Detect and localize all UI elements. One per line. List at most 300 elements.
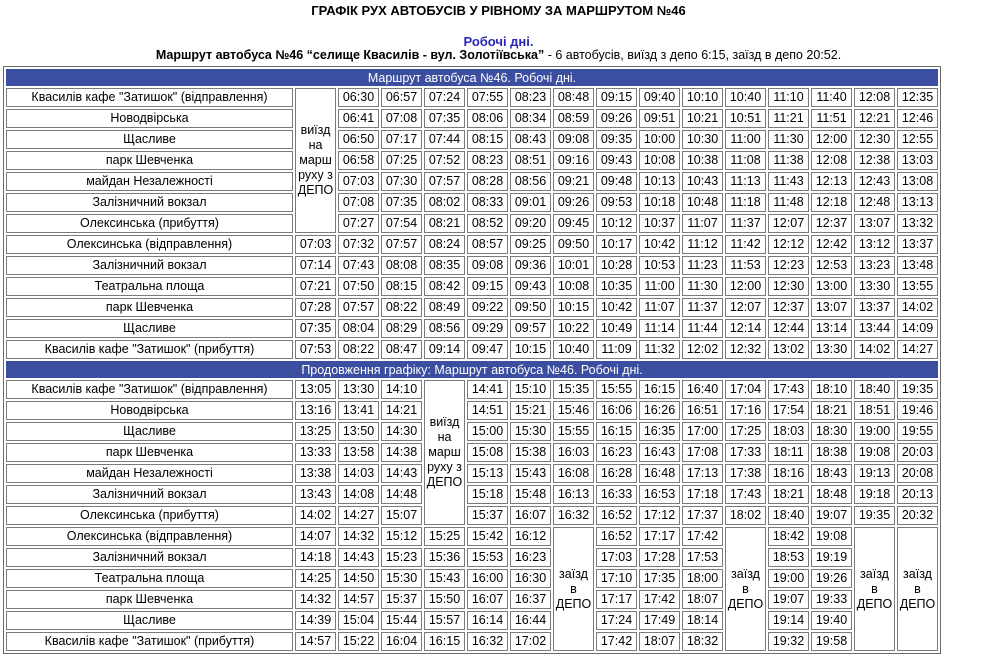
time-cell: 10:15 xyxy=(510,340,551,359)
time-cell: 14:27 xyxy=(897,340,938,359)
time-cell: 17:08 xyxy=(682,443,723,462)
time-cell: 19:35 xyxy=(897,380,938,399)
time-cell: 10:18 xyxy=(639,193,680,212)
time-cell: 11:07 xyxy=(639,298,680,317)
time-cell: 09:16 xyxy=(553,151,594,170)
table-row xyxy=(6,401,938,420)
table-row xyxy=(6,611,938,630)
table-row xyxy=(6,172,938,191)
time-cell: 14:48 xyxy=(381,485,422,504)
time-cell: 20:08 xyxy=(897,464,938,483)
time-cell: 16:53 xyxy=(639,485,680,504)
time-cell: 12:13 xyxy=(811,172,852,191)
time-cell: 10:01 xyxy=(553,256,594,275)
time-cell: 15:10 xyxy=(510,380,551,399)
time-cell: 07:54 xyxy=(381,214,422,233)
time-cell: 15:37 xyxy=(381,590,422,609)
time-cell: 13:37 xyxy=(854,298,895,317)
time-cell: 15:55 xyxy=(553,422,594,441)
time-cell: 10:21 xyxy=(682,109,723,128)
time-cell: 10:10 xyxy=(682,88,723,107)
time-cell: 09:47 xyxy=(467,340,508,359)
time-cell: 13:03 xyxy=(897,151,938,170)
time-cell: 09:43 xyxy=(510,277,551,296)
time-cell: 14:18 xyxy=(295,548,336,567)
time-cell: 18:51 xyxy=(854,401,895,420)
time-cell: 15:23 xyxy=(381,548,422,567)
time-cell: 17:54 xyxy=(768,401,809,420)
time-cell: 07:14 xyxy=(295,256,336,275)
stop-name: Театральна площа xyxy=(6,277,293,296)
stop-name: Олексинська (відправлення) xyxy=(6,235,293,254)
table-row xyxy=(6,590,938,609)
time-cell: 14:08 xyxy=(338,485,379,504)
time-cell: 16:00 xyxy=(467,569,508,588)
time-cell: 07:24 xyxy=(424,88,465,107)
time-cell: 10:42 xyxy=(639,235,680,254)
time-cell: 09:26 xyxy=(596,109,637,128)
table-row xyxy=(6,151,938,170)
table-row xyxy=(6,130,938,149)
time-cell: 09:50 xyxy=(510,298,551,317)
time-cell: 16:06 xyxy=(596,401,637,420)
time-cell: 11:37 xyxy=(682,298,723,317)
time-cell: 08:33 xyxy=(467,193,508,212)
time-cell: 09:53 xyxy=(596,193,637,212)
time-cell: 15:53 xyxy=(467,548,508,567)
time-cell: 14:07 xyxy=(295,527,336,546)
time-cell: 13:05 xyxy=(295,380,336,399)
table-row xyxy=(6,443,938,462)
time-cell: 14:43 xyxy=(381,464,422,483)
time-cell: 08:34 xyxy=(510,109,551,128)
time-cell: 12:42 xyxy=(811,235,852,254)
time-cell: 10:37 xyxy=(639,214,680,233)
time-cell: 17:25 xyxy=(725,422,766,441)
time-cell: 18:02 xyxy=(725,506,766,525)
time-cell: 14:39 xyxy=(295,611,336,630)
time-cell: 08:52 xyxy=(467,214,508,233)
time-cell: 15:37 xyxy=(467,506,508,525)
time-cell: 11:40 xyxy=(811,88,852,107)
time-cell: 19:35 xyxy=(854,506,895,525)
stop-name: парк Шевченка xyxy=(6,298,293,317)
time-cell: 12:48 xyxy=(854,193,895,212)
time-cell: 13:37 xyxy=(897,235,938,254)
time-cell: 08:15 xyxy=(381,277,422,296)
table-row xyxy=(6,548,938,567)
time-cell: 13:02 xyxy=(768,340,809,359)
time-cell: 17:43 xyxy=(768,380,809,399)
time-cell: 15:48 xyxy=(510,485,551,504)
time-cell: 09:08 xyxy=(467,256,508,275)
time-cell: 15:07 xyxy=(381,506,422,525)
time-cell: 17:12 xyxy=(639,506,680,525)
time-cell: 17:28 xyxy=(639,548,680,567)
time-cell: 11:23 xyxy=(682,256,723,275)
time-cell: 15:25 xyxy=(424,527,465,546)
time-cell: 08:23 xyxy=(510,88,551,107)
time-cell: 15:57 xyxy=(424,611,465,630)
time-cell: 19:19 xyxy=(811,548,852,567)
time-cell: 16:37 xyxy=(510,590,551,609)
time-cell: 16:35 xyxy=(639,422,680,441)
time-cell: 16:40 xyxy=(682,380,723,399)
time-cell: 13:30 xyxy=(338,380,379,399)
section-header-row xyxy=(6,69,938,86)
time-cell: 14:43 xyxy=(338,548,379,567)
time-cell: 18:40 xyxy=(768,506,809,525)
time-cell: 12:12 xyxy=(768,235,809,254)
time-cell: 12:30 xyxy=(768,277,809,296)
time-cell: 16:52 xyxy=(596,527,637,546)
time-cell: 18:16 xyxy=(768,464,809,483)
time-cell: 14:41 xyxy=(467,380,508,399)
time-cell: 18:30 xyxy=(811,422,852,441)
time-cell: 12:30 xyxy=(854,130,895,149)
time-cell: 15:08 xyxy=(467,443,508,462)
time-cell: 17:42 xyxy=(682,527,723,546)
time-cell: 10:40 xyxy=(725,88,766,107)
table-row xyxy=(6,256,938,275)
time-cell: 09:50 xyxy=(553,235,594,254)
time-cell: 17:17 xyxy=(596,590,637,609)
time-cell: 09:08 xyxy=(553,130,594,149)
time-cell: 11:12 xyxy=(682,235,723,254)
time-cell: 17:17 xyxy=(639,527,680,546)
time-cell: 16:08 xyxy=(553,464,594,483)
time-cell: 11:44 xyxy=(682,319,723,338)
time-cell: 19:08 xyxy=(811,527,852,546)
time-cell: 19:00 xyxy=(854,422,895,441)
stop-name: Щасливе xyxy=(6,319,293,338)
time-cell: 14:57 xyxy=(295,632,336,651)
time-cell: 18:42 xyxy=(768,527,809,546)
time-cell: 18:48 xyxy=(811,485,852,504)
time-cell: 12:44 xyxy=(768,319,809,338)
time-cell: 09:01 xyxy=(510,193,551,212)
time-cell: 20:13 xyxy=(897,485,938,504)
time-cell: 08:24 xyxy=(424,235,465,254)
stop-name: Залізничний вокзал xyxy=(6,256,293,275)
time-cell: 09:40 xyxy=(639,88,680,107)
time-cell: 15:46 xyxy=(553,401,594,420)
time-cell: 10:30 xyxy=(682,130,723,149)
time-cell: 07:32 xyxy=(338,235,379,254)
stop-name: Залізничний вокзал xyxy=(6,485,293,504)
time-cell: 11:38 xyxy=(768,151,809,170)
time-cell: 10:38 xyxy=(682,151,723,170)
time-cell: 11:43 xyxy=(768,172,809,191)
stop-name: парк Шевченка xyxy=(6,443,293,462)
time-cell: 08:59 xyxy=(553,109,594,128)
time-cell: 07:03 xyxy=(338,172,379,191)
stop-name: Залізничний вокзал xyxy=(6,548,293,567)
table-row xyxy=(6,340,938,359)
time-cell: 15:43 xyxy=(424,569,465,588)
time-cell: 12:08 xyxy=(811,151,852,170)
stop-name: Щасливе xyxy=(6,130,293,149)
time-cell: 16:15 xyxy=(596,422,637,441)
time-cell: 12:32 xyxy=(725,340,766,359)
time-cell: 13:41 xyxy=(338,401,379,420)
table-row xyxy=(6,109,938,128)
table-row xyxy=(6,277,938,296)
time-cell: 10:28 xyxy=(596,256,637,275)
time-cell: 14:03 xyxy=(338,464,379,483)
time-cell: 16:32 xyxy=(553,506,594,525)
time-cell: 06:41 xyxy=(338,109,379,128)
time-cell: 18:21 xyxy=(768,485,809,504)
time-cell: 10:08 xyxy=(639,151,680,170)
time-cell: 15:00 xyxy=(467,422,508,441)
stop-name: Щасливе xyxy=(6,611,293,630)
time-cell: 14:32 xyxy=(295,590,336,609)
time-cell: 16:52 xyxy=(596,506,637,525)
time-cell: 18:38 xyxy=(811,443,852,462)
time-cell: 16:15 xyxy=(639,380,680,399)
time-cell: 16:14 xyxy=(467,611,508,630)
time-cell: 06:30 xyxy=(338,88,379,107)
time-cell: 12:37 xyxy=(768,298,809,317)
time-cell: 16:03 xyxy=(553,443,594,462)
time-cell: 20:32 xyxy=(897,506,938,525)
time-cell: 14:27 xyxy=(338,506,379,525)
time-cell: 13:33 xyxy=(295,443,336,462)
stop-name: Квасилів кафе "Затишок" (прибуття) xyxy=(6,632,293,651)
time-cell: 15:35 xyxy=(553,380,594,399)
time-cell: 07:57 xyxy=(381,235,422,254)
stop-name: Квасилів кафе "Затишок" (прибуття) xyxy=(6,340,293,359)
time-cell: 13:12 xyxy=(854,235,895,254)
time-cell: 13:30 xyxy=(811,340,852,359)
time-cell: 18:11 xyxy=(768,443,809,462)
time-cell: 16:28 xyxy=(596,464,637,483)
time-cell: 13:00 xyxy=(811,277,852,296)
time-cell: 18:53 xyxy=(768,548,809,567)
stop-name: Новодвірська xyxy=(6,109,293,128)
time-cell: 10:51 xyxy=(725,109,766,128)
stop-name: Щасливе xyxy=(6,422,293,441)
time-cell: 16:15 xyxy=(424,632,465,651)
time-cell: 07:50 xyxy=(338,277,379,296)
time-cell: 06:58 xyxy=(338,151,379,170)
time-cell: 12:46 xyxy=(897,109,938,128)
time-cell: 17:42 xyxy=(639,590,680,609)
time-cell: 13:50 xyxy=(338,422,379,441)
time-cell: 15:18 xyxy=(467,485,508,504)
time-cell: 19:46 xyxy=(897,401,938,420)
table-row xyxy=(6,569,938,588)
time-cell: 10:42 xyxy=(596,298,637,317)
time-cell: 19:33 xyxy=(811,590,852,609)
time-cell: 11:21 xyxy=(768,109,809,128)
time-cell: 08:56 xyxy=(424,319,465,338)
time-cell: 15:50 xyxy=(424,590,465,609)
time-cell: 10:08 xyxy=(553,277,594,296)
section-header-row xyxy=(6,361,938,378)
time-cell: 17:03 xyxy=(596,548,637,567)
time-cell: 12:43 xyxy=(854,172,895,191)
time-cell: 12:07 xyxy=(768,214,809,233)
table-row xyxy=(6,235,938,254)
time-cell: 10:35 xyxy=(596,277,637,296)
time-cell: 15:21 xyxy=(510,401,551,420)
time-cell: 14:21 xyxy=(381,401,422,420)
table-row xyxy=(6,506,938,525)
table-row xyxy=(6,319,938,338)
table-row xyxy=(6,422,938,441)
time-cell: 07:55 xyxy=(467,88,508,107)
time-cell: 08:35 xyxy=(424,256,465,275)
time-cell: 17:35 xyxy=(639,569,680,588)
depot-departure-cell: виїзд на марш руху з ДЕПО xyxy=(295,88,336,233)
stop-name: Олексинська (прибуття) xyxy=(6,214,293,233)
time-cell: 10:53 xyxy=(639,256,680,275)
time-cell: 13:44 xyxy=(854,319,895,338)
time-cell: 13:07 xyxy=(811,298,852,317)
time-cell: 07:52 xyxy=(424,151,465,170)
time-cell: 07:08 xyxy=(381,109,422,128)
time-cell: 08:06 xyxy=(467,109,508,128)
time-cell: 11:13 xyxy=(725,172,766,191)
time-cell: 11:37 xyxy=(725,214,766,233)
time-cell: 06:50 xyxy=(338,130,379,149)
time-cell: 16:32 xyxy=(467,632,508,651)
time-cell: 08:48 xyxy=(553,88,594,107)
route-details: - 6 автобусів, виїзд з депо 6:15, заїзд в депо 20:52. xyxy=(544,48,842,62)
time-cell: 11:10 xyxy=(768,88,809,107)
time-cell: 11:30 xyxy=(768,130,809,149)
time-cell: 07:35 xyxy=(295,319,336,338)
time-cell: 11:18 xyxy=(725,193,766,212)
depot-return-cell: заїзд в ДЕПО xyxy=(553,527,594,651)
stop-name: Квасилів кафе "Затишок" (відправлення) xyxy=(6,380,293,399)
time-cell: 17:13 xyxy=(682,464,723,483)
time-cell: 09:36 xyxy=(510,256,551,275)
depot-departure-cell: виїзд на марш руху з ДЕПО xyxy=(424,380,465,525)
time-cell: 07:57 xyxy=(424,172,465,191)
time-cell: 17:37 xyxy=(682,506,723,525)
table-row xyxy=(6,632,938,651)
time-cell: 16:48 xyxy=(639,464,680,483)
time-cell: 15:42 xyxy=(467,527,508,546)
time-cell: 11:14 xyxy=(639,319,680,338)
table-row xyxy=(6,464,938,483)
time-cell: 07:35 xyxy=(424,109,465,128)
time-cell: 18:07 xyxy=(639,632,680,651)
table-row xyxy=(6,193,938,212)
time-cell: 12:00 xyxy=(811,130,852,149)
time-cell: 10:22 xyxy=(553,319,594,338)
time-cell: 12:55 xyxy=(897,130,938,149)
time-cell: 18:32 xyxy=(682,632,723,651)
time-cell: 13:16 xyxy=(295,401,336,420)
time-cell: 17:24 xyxy=(596,611,637,630)
time-cell: 16:13 xyxy=(553,485,594,504)
time-cell: 11:32 xyxy=(639,340,680,359)
time-cell: 17:38 xyxy=(725,464,766,483)
time-cell: 17:16 xyxy=(725,401,766,420)
time-cell: 19:07 xyxy=(768,590,809,609)
time-cell: 16:33 xyxy=(596,485,637,504)
time-cell: 10:15 xyxy=(553,298,594,317)
time-cell: 13:08 xyxy=(897,172,938,191)
time-cell: 19:18 xyxy=(854,485,895,504)
time-cell: 15:04 xyxy=(338,611,379,630)
time-cell: 14:25 xyxy=(295,569,336,588)
time-cell: 17:42 xyxy=(596,632,637,651)
time-cell: 09:57 xyxy=(510,319,551,338)
time-cell: 08:28 xyxy=(467,172,508,191)
schedule-table xyxy=(3,66,941,654)
stop-name: парк Шевченка xyxy=(6,151,293,170)
time-cell: 11:30 xyxy=(682,277,723,296)
time-cell: 07:27 xyxy=(338,214,379,233)
time-cell: 09:51 xyxy=(639,109,680,128)
time-cell: 13:38 xyxy=(295,464,336,483)
time-cell: 15:30 xyxy=(381,569,422,588)
table-row xyxy=(6,88,938,107)
table-row xyxy=(6,527,938,546)
time-cell: 11:08 xyxy=(725,151,766,170)
time-cell: 18:03 xyxy=(768,422,809,441)
time-cell: 15:43 xyxy=(510,464,551,483)
time-cell: 11:51 xyxy=(811,109,852,128)
time-cell: 09:21 xyxy=(553,172,594,191)
time-cell: 10:00 xyxy=(639,130,680,149)
time-cell: 12:02 xyxy=(682,340,723,359)
time-cell: 17:02 xyxy=(510,632,551,651)
time-cell: 16:07 xyxy=(510,506,551,525)
time-cell: 12:07 xyxy=(725,298,766,317)
time-cell: 09:14 xyxy=(424,340,465,359)
time-cell: 12:53 xyxy=(811,256,852,275)
table-row xyxy=(6,380,938,399)
time-cell: 19:08 xyxy=(854,443,895,462)
time-cell: 09:43 xyxy=(596,151,637,170)
time-cell: 13:48 xyxy=(897,256,938,275)
time-cell: 09:26 xyxy=(553,193,594,212)
table-row xyxy=(6,298,938,317)
time-cell: 19:58 xyxy=(811,632,852,651)
time-cell: 06:57 xyxy=(381,88,422,107)
stop-name: майдан Незалежності xyxy=(6,172,293,191)
time-cell: 16:51 xyxy=(682,401,723,420)
depot-return-cell: заїзд в ДЕПО xyxy=(897,527,938,651)
time-cell: 16:07 xyxy=(467,590,508,609)
time-cell: 14:30 xyxy=(381,422,422,441)
table-row xyxy=(6,214,938,233)
time-cell: 07:17 xyxy=(381,130,422,149)
time-cell: 07:25 xyxy=(381,151,422,170)
time-cell: 16:44 xyxy=(510,611,551,630)
time-cell: 10:13 xyxy=(639,172,680,191)
time-cell: 08:42 xyxy=(424,277,465,296)
time-cell: 09:35 xyxy=(596,130,637,149)
time-cell: 07:21 xyxy=(295,277,336,296)
time-cell: 12:35 xyxy=(897,88,938,107)
time-cell: 07:43 xyxy=(338,256,379,275)
time-cell: 08:22 xyxy=(338,340,379,359)
time-cell: 07:53 xyxy=(295,340,336,359)
time-cell: 13:43 xyxy=(295,485,336,504)
time-cell: 18:00 xyxy=(682,569,723,588)
time-cell: 11:00 xyxy=(639,277,680,296)
time-cell: 07:44 xyxy=(424,130,465,149)
time-cell: 13:14 xyxy=(811,319,852,338)
time-cell: 14:57 xyxy=(338,590,379,609)
